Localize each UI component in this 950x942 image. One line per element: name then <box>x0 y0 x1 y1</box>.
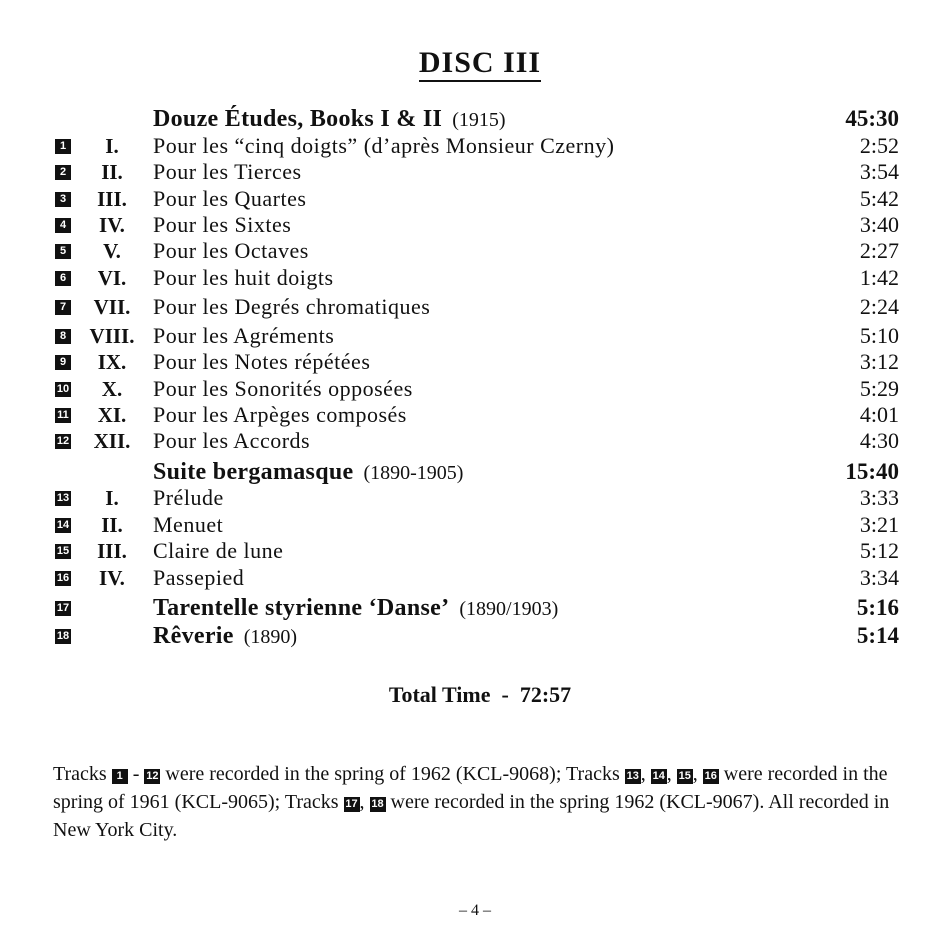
track-number-badge: 3 <box>55 192 71 207</box>
movement-numeral: XII. <box>93 429 131 453</box>
track-duration: 2:27 <box>859 238 899 263</box>
track-number-badge: 1 <box>55 139 71 154</box>
work-title: Suite bergamasque (1890-1905) <box>153 459 464 485</box>
track-duration: 4:01 <box>859 402 899 427</box>
movement-numeral: IV. <box>99 213 125 237</box>
track-number-badge: 7 <box>55 300 71 315</box>
track-duration: 5:16 <box>856 595 899 620</box>
track-duration: 5:10 <box>859 323 899 348</box>
track-row <box>0 402 950 428</box>
track-badge: 16 <box>704 770 717 782</box>
track-number-badge: 16 <box>56 572 70 584</box>
work-title: Rêverie (1890) <box>153 623 298 649</box>
track-number-badge: 6 <box>55 271 71 286</box>
track-title: Pour les Tierces <box>153 159 302 184</box>
track-badge: 14 <box>652 770 665 782</box>
track-number-badge: 14 <box>56 519 70 531</box>
work-header-etudes <box>0 106 950 132</box>
movement-numeral: I. <box>105 134 119 158</box>
track-number-badge: 2 <box>55 165 71 180</box>
total-time: Total Time - 72:57 <box>388 682 572 707</box>
track-row <box>0 265 950 291</box>
work-duration: 15:40 <box>845 459 899 484</box>
track-title: Passepied <box>153 565 245 590</box>
movement-numeral: IX. <box>97 350 127 374</box>
movement-numeral: VI. <box>97 266 127 290</box>
work-title: Tarentelle styrienne ‘Danse’ (1890/1903) <box>153 595 559 621</box>
track-duration: 3:12 <box>859 349 899 374</box>
track-title: Pour les Arpèges composés <box>153 402 407 427</box>
track-duration: 5:14 <box>856 623 899 648</box>
movement-numeral: IV. <box>99 566 125 590</box>
track-title: Pour les Sixtes <box>153 212 292 237</box>
track-row <box>0 186 950 212</box>
track-row <box>0 159 950 185</box>
track-title: Claire de lune <box>153 538 284 563</box>
track-title: Pour les Agréments <box>153 323 335 348</box>
track-badge: 12 <box>146 770 159 782</box>
track-title: Pour les Notes répétées <box>153 349 371 374</box>
track-number-badge: 15 <box>56 545 70 557</box>
track-title: Pour les Quartes <box>153 186 307 211</box>
track-duration: 2:24 <box>859 294 899 319</box>
movement-numeral: I. <box>105 486 119 510</box>
track-row <box>0 376 950 402</box>
track-title: Pour les Octaves <box>153 238 309 263</box>
track-number-badge: 18 <box>56 630 70 642</box>
track-badge: 15 <box>678 770 691 782</box>
track-number-badge: 5 <box>55 244 71 259</box>
track-duration: 1:42 <box>859 265 899 290</box>
movement-numeral: II. <box>101 160 123 184</box>
track-badge: 1 <box>112 769 128 784</box>
work-title: Douze Études, Books I & II (1915) <box>153 106 506 132</box>
single-track-row <box>0 595 950 621</box>
track-row <box>0 133 950 159</box>
track-row <box>0 512 950 538</box>
track-number-badge: 9 <box>55 355 71 370</box>
track-number-badge: 4 <box>55 218 71 233</box>
track-row <box>0 294 950 320</box>
track-row <box>0 428 950 454</box>
work-header-suite <box>0 459 950 485</box>
track-number-badge: 13 <box>56 492 70 504</box>
track-duration: 3:40 <box>859 212 899 237</box>
track-number-badge: 17 <box>56 602 70 614</box>
single-track-row <box>0 623 950 649</box>
movement-numeral: III. <box>97 539 127 563</box>
track-duration: 3:34 <box>859 565 899 590</box>
page-number: – 4 – <box>459 902 491 919</box>
movement-numeral: V. <box>103 239 121 263</box>
movement-numeral: II. <box>101 513 123 537</box>
track-title: Pour les huit doigts <box>153 265 334 290</box>
movement-numeral: VIII. <box>89 324 135 348</box>
track-badge: 18 <box>371 798 384 810</box>
track-title: Pour les Sonorités opposées <box>153 376 413 401</box>
track-row <box>0 212 950 238</box>
track-title: Pour les Accords <box>153 428 311 453</box>
track-duration: 3:54 <box>859 159 899 184</box>
track-row <box>0 538 950 564</box>
track-row <box>0 323 950 349</box>
track-number-badge: 8 <box>55 329 71 344</box>
track-duration: 2:52 <box>859 133 899 158</box>
track-duration: 5:42 <box>859 186 899 211</box>
track-title: Pour les “cinq doigts” (d’après Monsieur Czerny) <box>153 133 615 158</box>
track-duration: 3:33 <box>859 485 899 510</box>
track-duration: 3:21 <box>859 512 899 537</box>
track-duration: 5:29 <box>859 376 899 401</box>
movement-numeral: XI. <box>97 403 127 427</box>
recording-note: Tracks 1 - 12 were recorded in the spring of 1962 (KCL-9068); Tracks 13, 14, 15, 16 were recorded in the spring of 1961 (KCL-9065); Tracks 17, 18 were recorded in the spring 1962 (KCL-9067). All recorded in New York City. <box>53 763 890 841</box>
track-title: Prélude <box>153 485 224 510</box>
track-row <box>0 485 950 511</box>
track-number-badge: 10 <box>56 383 70 395</box>
track-duration: 4:30 <box>859 428 899 453</box>
work-duration: 45:30 <box>845 106 899 131</box>
track-title: Pour les Degrés chromatiques <box>153 294 431 319</box>
track-badge: 17 <box>345 798 358 810</box>
track-row <box>0 565 950 591</box>
disc-title: DISC III <box>0 46 950 80</box>
track-badge: 13 <box>626 770 639 782</box>
movement-numeral: VII. <box>93 295 131 319</box>
track-row <box>0 349 950 375</box>
track-number-badge: 12 <box>56 435 70 447</box>
track-number-badge: 11 <box>55 408 71 423</box>
movement-numeral: X. <box>101 377 123 401</box>
track-duration: 5:12 <box>859 538 899 563</box>
track-title: Menuet <box>153 512 224 537</box>
track-row <box>0 238 950 264</box>
movement-numeral: III. <box>97 187 127 211</box>
